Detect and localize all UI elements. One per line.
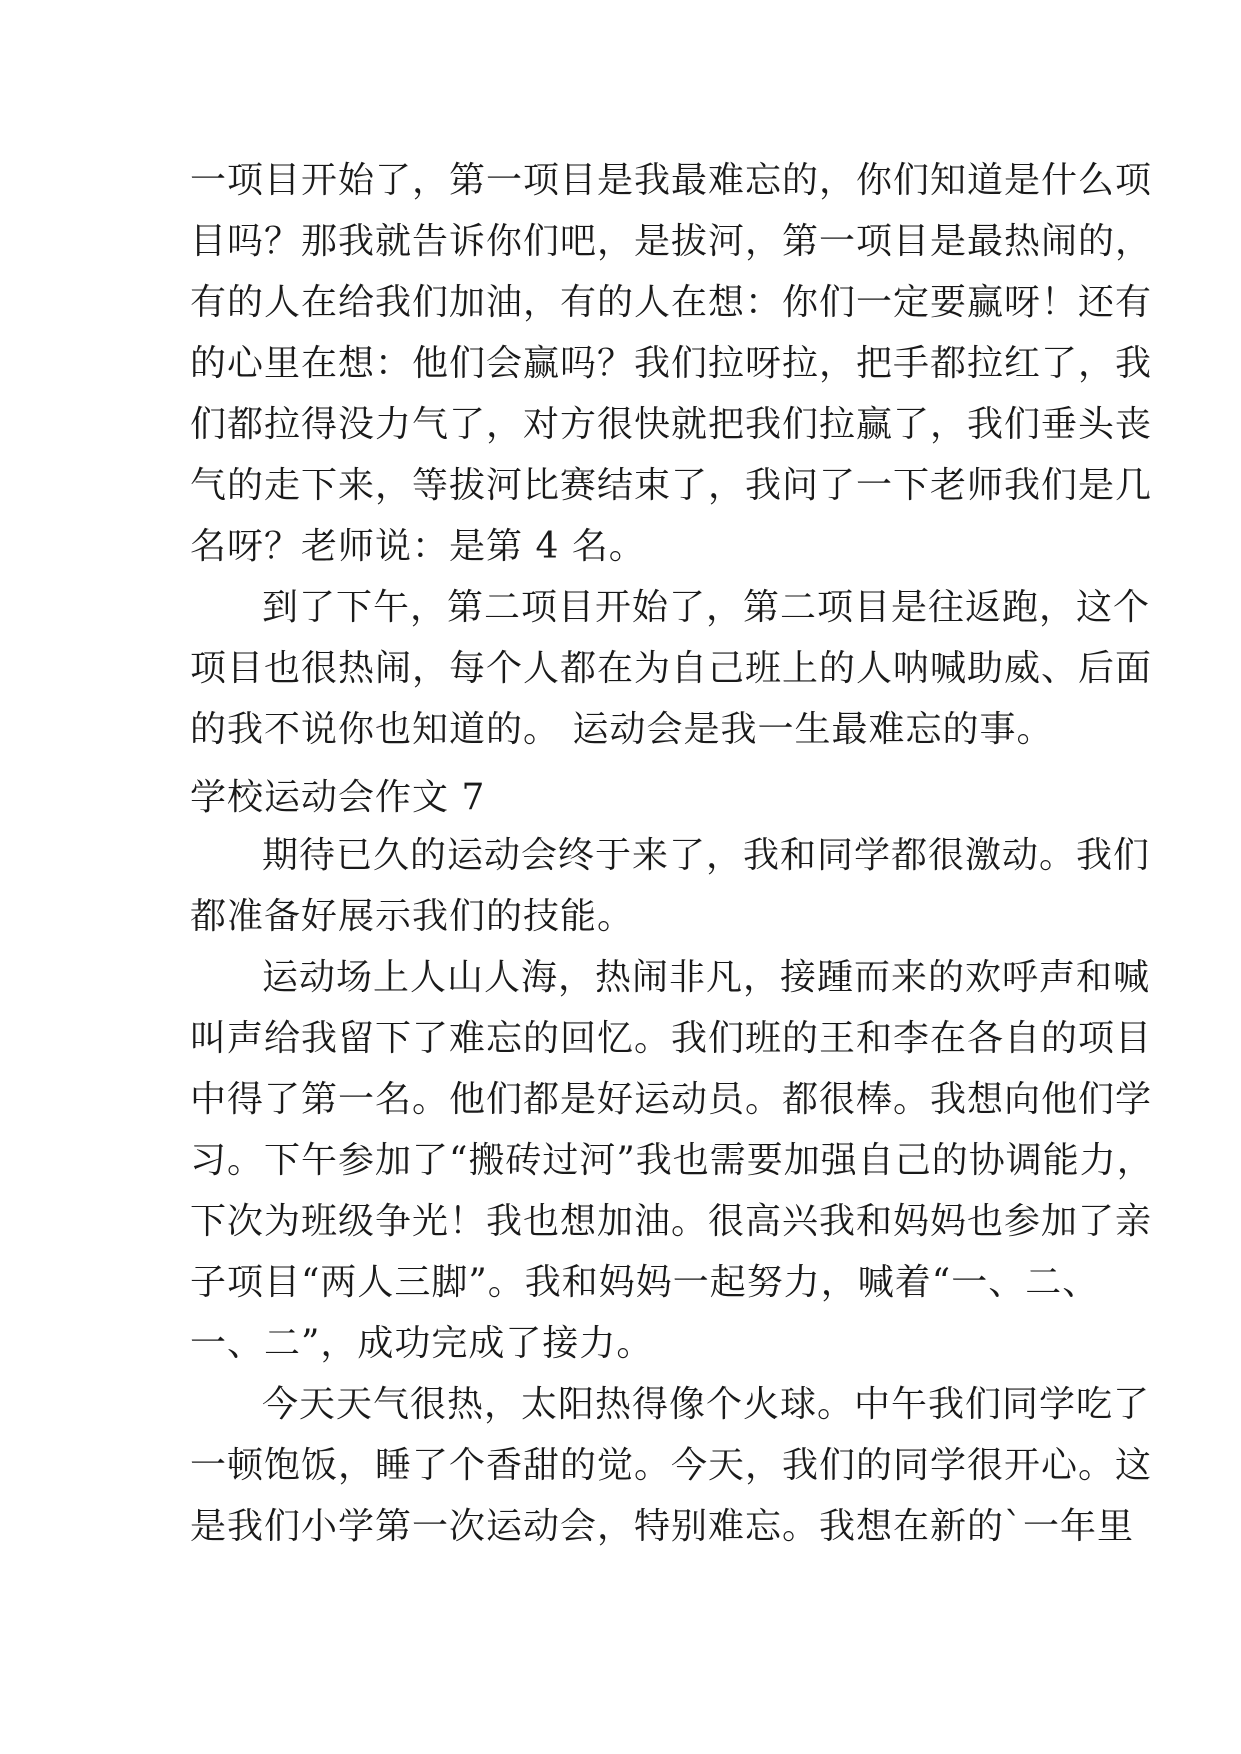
text-line: 一、二”，成功完成了接力。: [190, 1323, 654, 1364]
text-line: 中得了第一名。他们都是好运动员。都很棒。我想向他们学: [190, 1079, 1153, 1120]
text-line: 有的人在给我们加油，有的人在想：你们一定要赢呀！还有: [190, 282, 1153, 323]
text-line: 习。下午参加了“搬砖过河”我也需要加强自己的协调能力，: [190, 1140, 1154, 1181]
text-line: 项目也很热闹，每个人都在为自己班上的人呐喊助威、后面: [190, 648, 1153, 689]
text-line: 一项目开始了，第一项目是我最难忘的，你们知道是什么项: [190, 160, 1153, 201]
text-line: 们都拉得没力气了，对方很快就把我们拉赢了，我们垂头丧: [190, 404, 1153, 445]
text-line: 是我们小学第一次运动会，特别难忘。我想在新的`一年里: [190, 1506, 1135, 1547]
text-line: 的心里在想：他们会赢吗？我们拉呀拉，把手都拉红了，我: [190, 343, 1153, 384]
text-line: 期待已久的运动会终于来了，我和同学都很激动。我们: [262, 835, 1151, 876]
text-line: 下次为班级争光！我也想加油。很高兴我和妈妈也参加了亲: [190, 1201, 1153, 1242]
text-line: 到了下午，第二项目开始了，第二项目是往返跑，这个: [262, 587, 1151, 628]
text-line: 目吗？那我就告诉你们吧，是拔河，第一项目是最热闹的，: [190, 221, 1153, 262]
text-line: 运动场上人山人海，热闹非凡，接踵而来的欢呼声和喊: [262, 957, 1151, 998]
text-line: 叫声给我留下了难忘的回忆。我们班的王和李在各自的项目: [190, 1018, 1153, 1059]
text-line: 今天天气很热，太阳热得像个火球。中午我们同学吃了: [262, 1384, 1151, 1425]
paragraph-group-top: [190, 150, 1153, 760]
section-heading: 学校运动会作文 7: [190, 777, 486, 818]
text-line: 的我不说你也知道的。 运动会是我一生最难忘的事。: [190, 709, 1054, 750]
text-line: 名呀？老师说：是第 4 名。: [190, 526, 646, 567]
text-line: 一顿饱饭，睡了个香甜的觉。今天，我们的同学很开心。这: [190, 1445, 1153, 1486]
text-line: 子项目“两人三脚”。我和妈妈一起努力，喊着“一、二、: [190, 1262, 1100, 1303]
paragraph-group-bottom: [190, 825, 1154, 1557]
text-line: 都准备好展示我们的技能。: [190, 896, 635, 937]
section-heading-block: [190, 767, 1070, 828]
text-line: 气的走下来，等拔河比赛结束了，我问了一下老师我们是几: [190, 465, 1153, 506]
